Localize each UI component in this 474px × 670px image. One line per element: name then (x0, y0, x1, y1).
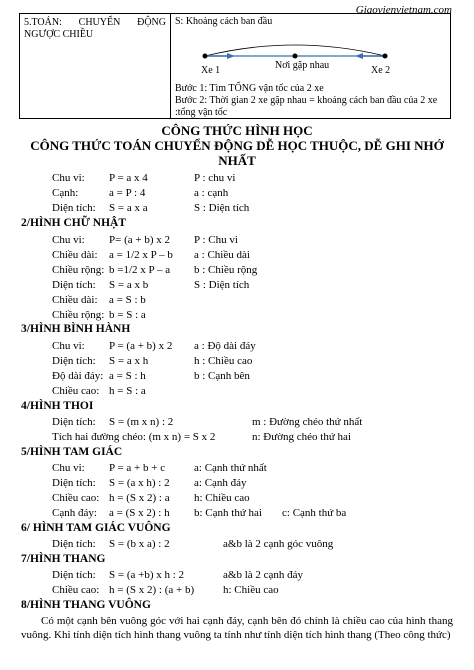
formula-row (0, 583, 474, 597)
section-title-rectangle: 2/HÌNH CHỮ NHẬT (21, 217, 126, 229)
row-formula: a = S : h (109, 370, 146, 382)
row-meaning-extra: c: Cạnh thứ ba (282, 507, 347, 519)
row-meaning: a: Cạnh đáy (194, 477, 247, 489)
distance-label: S: Khoảng cách ban đầu (175, 16, 273, 27)
row-label: Chiều rộng: (52, 309, 105, 321)
formula-row (0, 293, 474, 307)
section-title-right-triangle: 6/ HÌNH TAM GIÁC VUÔNG (21, 522, 171, 534)
row-formula: h = S : a (109, 385, 146, 397)
row-formula: a = (S x 2) : h (109, 507, 170, 519)
row-formula: S = (a x h) : 2 (109, 477, 170, 489)
row-label: Diện tích: (52, 569, 96, 581)
meet-label: Nơi gặp nhau (275, 60, 330, 71)
row-label: Chu vi: (52, 340, 85, 352)
section-title-parallelogram: 3/HÌNH BÌNH HÀNH (21, 323, 131, 335)
row-formula: h = (S x 2) : (a + b) (109, 584, 195, 596)
row-label: Chiều rộng: (52, 264, 105, 276)
formula-row (0, 339, 474, 353)
row-meaning: S : Diện tích (194, 202, 250, 214)
row-meaning: a&b là 2 cạnh góc vuông (223, 538, 334, 550)
car1-dot (203, 54, 208, 59)
page-title: CÔNG THỨC HÌNH HỌC (161, 123, 313, 138)
car2-dot (383, 54, 388, 59)
row-label: Chu vi: (52, 462, 85, 474)
row-label: Diện tích: (52, 538, 96, 550)
row-formula: a = S : b (109, 294, 146, 306)
section-title-trapezoid: 7/HÌNH THANG (21, 553, 106, 565)
row-formula: a = P : 4 (109, 187, 146, 199)
row-label: Tích hai đường chéo: (m x n) = S x 2 (52, 431, 216, 443)
row-formula: b =1/2 x P – a (109, 264, 171, 276)
formula-row (0, 278, 474, 292)
row-formula: S = (m x n) : 2 (109, 416, 174, 428)
row-formula: h = (S x 2) : a (109, 492, 170, 504)
right-trapezoid-text: Có một cạnh bên vuông góc với hai cạnh đáy, cạnh bên đó chính là chiều cao của hình thang vuông. Khi tính diện tích hình thang vuông ta tính như tính diện tích hình thang (Theo công thức) (21, 615, 453, 641)
row-label: Chiều cao: (52, 584, 100, 596)
row-formula: P = a + b + c (109, 462, 166, 474)
formula-row (0, 369, 474, 383)
formula-row (0, 354, 474, 368)
row-meaning: h: Chiều cao (223, 584, 279, 596)
step-1: Bước 1: Tìm TỔNG vận tốc của 2 xe (175, 83, 324, 94)
motion-steps (175, 83, 446, 119)
formula-row (0, 537, 474, 551)
formula-row (0, 568, 474, 582)
row-label: Diện tích: (52, 202, 96, 214)
section-title-triangle: 5/HÌNH TAM GIÁC (21, 446, 123, 458)
formula-row (0, 461, 474, 475)
row-formula: b = S : a (109, 309, 146, 321)
row-label: Chiều dài: (52, 294, 98, 306)
meet-dot (293, 54, 298, 59)
formula-row (0, 233, 474, 247)
section-title-right-trapezoid: 8/HÌNH THANG VUÔNG (21, 599, 151, 611)
car1-label: Xe 1 (201, 65, 221, 76)
formula-row (0, 263, 474, 277)
row-formula: S = a x b (109, 279, 149, 291)
row-formula: S = (a +b) x h : 2 (109, 569, 185, 581)
row-label: Chu vi: (52, 172, 85, 184)
row-label: Chu vi: (52, 234, 85, 246)
row-meaning: b : Cạnh bên (194, 370, 250, 382)
row-meaning: n: Đường chéo thứ hai (252, 431, 351, 443)
motion-box (19, 13, 451, 119)
formula-row (0, 430, 474, 444)
formula-row (0, 201, 474, 215)
page-subtitle: CÔNG THỨC TOÁN CHUYỂN ĐỘNG DỄ HỌC THUỘC, DỄ GHI NHỚ (30, 138, 444, 153)
row-meaning: b: Cạnh thứ hai (194, 507, 262, 519)
row-meaning: b : Chiều rộng (194, 264, 258, 276)
row-label: Diện tích: (52, 355, 96, 367)
row-meaning: P : chu vi (194, 172, 236, 184)
formula-row (0, 506, 474, 520)
row-meaning: h : Chiều cao (194, 355, 253, 367)
row-meaning: a : cạnh (194, 187, 229, 199)
row-label: Diện tích: (52, 477, 96, 489)
formula-row (0, 171, 474, 185)
arrow-right-head (355, 53, 363, 59)
row-formula: P = a x 4 (109, 172, 148, 184)
formula-row (0, 491, 474, 505)
formula-row (0, 415, 474, 429)
formula-row (0, 248, 474, 262)
row-formula: S = a x h (109, 355, 149, 367)
arrow-left-head (227, 53, 235, 59)
formula-row (0, 308, 474, 322)
motion-box-content (171, 14, 451, 119)
motion-box-title: 5.TOÁN: CHUYỂN ĐỘNG NGƯỢC CHIỀU (20, 14, 171, 119)
row-meaning: a : Độ dài đáy (194, 340, 256, 352)
row-meaning: P : Chu vi (194, 234, 238, 246)
row-formula: P = (a + b) x 2 (109, 340, 173, 352)
watermark: Giaovienvietnam.com (355, 4, 452, 16)
row-label: Cạnh: (52, 187, 79, 199)
formula-row (0, 476, 474, 490)
car2-label: Xe 2 (371, 65, 391, 76)
row-label: Diện tích: (52, 279, 96, 291)
formula-row (0, 384, 474, 398)
section-title-rhombus: 4/HÌNH THOI (21, 400, 94, 412)
row-meaning: a&b là 2 cạnh đáy (223, 569, 304, 581)
row-meaning: a: Cạnh thứ nhất (194, 462, 267, 474)
step-2: Bước 2: Thời gian 2 xe gặp nhau = khoảng cách ban đầu của 2 xe :tổng vận tốc (175, 95, 438, 118)
row-meaning: m : Đường chéo thứ nhất (252, 416, 363, 428)
row-formula: S = (b x a) : 2 (109, 538, 170, 550)
row-label: Chiều cao: (52, 492, 100, 504)
row-formula: P= (a + b) x 2 (109, 234, 170, 246)
formula-row (0, 186, 474, 200)
row-meaning: a : Chiều dài (194, 249, 250, 261)
row-label: Diện tích: (52, 416, 96, 428)
row-formula: a = 1/2 x P – b (109, 249, 173, 261)
row-formula: S = a x a (109, 202, 148, 214)
row-label: Độ dài đáy: (52, 370, 104, 382)
row-meaning: S : Diện tích (194, 279, 250, 291)
page-subtitle-cont: NHẤT (218, 153, 256, 168)
row-label: Chiều dài: (52, 249, 98, 261)
row-meaning: h: Chiều cao (194, 492, 250, 504)
row-label: Chiều cao: (52, 385, 100, 397)
row-label: Cạnh đáy: (52, 507, 97, 519)
